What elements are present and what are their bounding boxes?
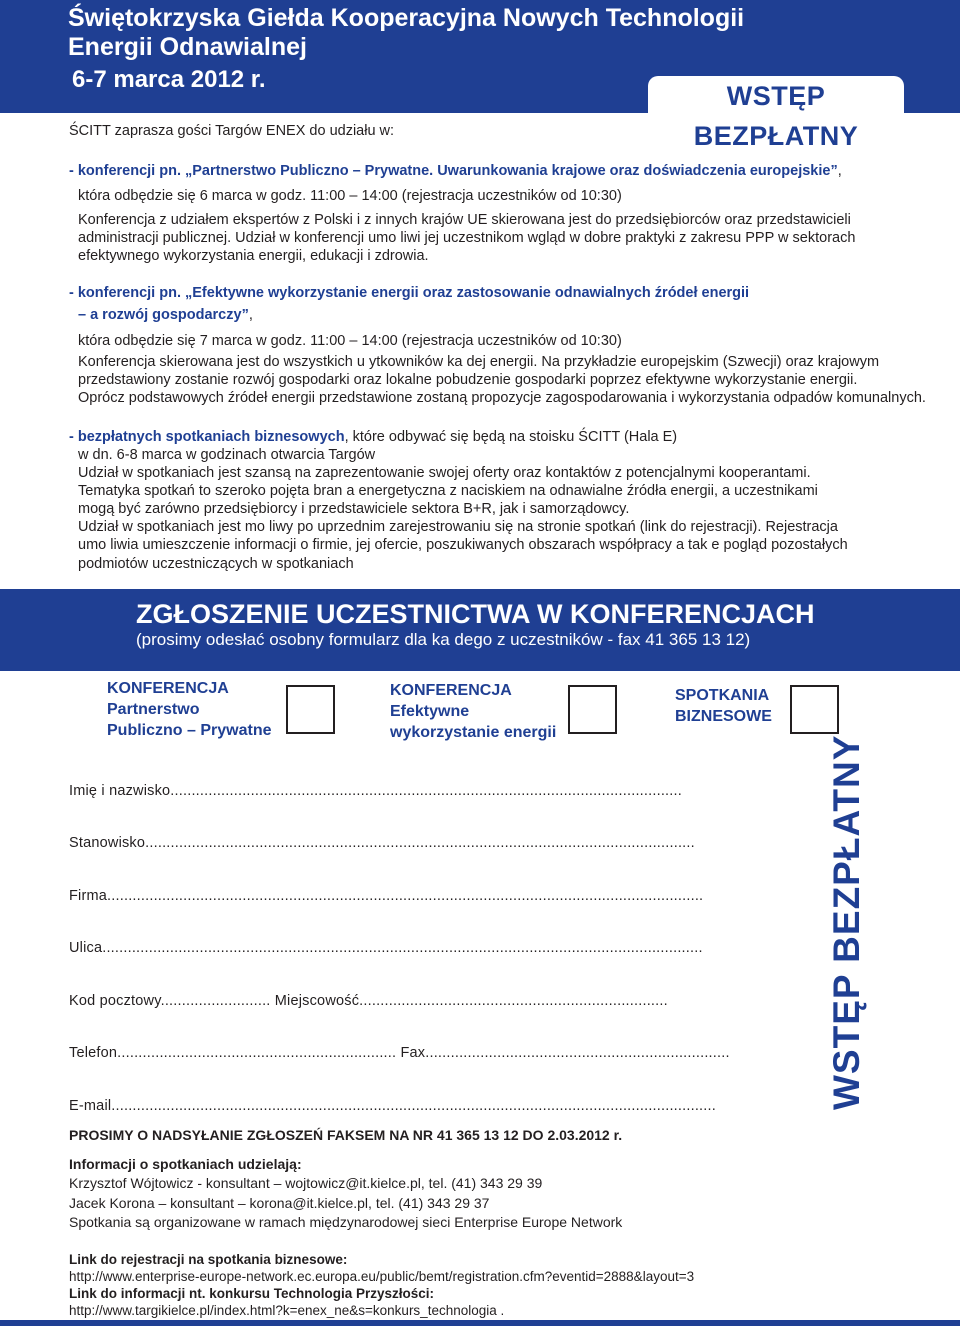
conference-1-label: - konferencji pn. „Partnerstwo Publiczno – Prywatne. Uwarunkowania krajowe oraz doświadczenia europejskie” <box>69 163 838 179</box>
intro-text: ŚCITT zaprasza gości Targów ENEX do udziału w: <box>69 123 395 139</box>
fax-notice: PROSIMY O NADSYŁANIE ZGŁOSZEŃ FAKSEM NA NR 41 365 13 12 DO 2.03.2012 r. <box>69 1127 623 1143</box>
company-field[interactable]: Firma............................................................................................................................................. <box>69 888 704 904</box>
form-title: ZGŁOSZENIE UCZESTNICTWA W KONFERENCJACH <box>136 599 815 629</box>
checkbox-business-meetings[interactable] <box>790 685 839 734</box>
free-entry-vertical: WSTĘP BEZPŁATNY <box>826 734 867 1110</box>
title-line-2: Energii Odnawialnej <box>68 33 307 61</box>
option-line: wykorzystanie energii <box>390 724 557 741</box>
meetings-label-rest: , które odbywać się będą na stoisku ŚCITT (Hala E) <box>344 429 678 445</box>
page-title <box>68 4 744 62</box>
meetings-line: mogą być zarówno przedsiębiorcy i przedstawiciele sektora B+R, jak i samorządowcy. <box>78 501 630 517</box>
meetings-line: w dn. 6-8 marca w godzinach otwarcia Targów <box>78 447 376 463</box>
meetings-line: Tematyka spotkań to szeroko pojęta bran a energetyczna z naciskiem na odnawialne źródła energii, a uczestnikami <box>78 483 818 499</box>
title-line-1: Świętokrzyska Giełda Kooperacyjna Nowych Technologii <box>68 4 745 32</box>
conference-2-title-cont <box>78 306 253 324</box>
meetings-label: - bezpłatnych spotkaniach biznesowych <box>69 429 345 445</box>
postal-city-field[interactable]: Kod pocztowy.......................... Miejscowość......................................................................... <box>69 993 668 1009</box>
contest-link-title: Link do informacji nt. konkursu Technologia Przyszłości: <box>69 1286 435 1301</box>
conference-2-desc-line: Oprócz podstawowych źródeł energii przedstawione zostaną propozycje zagospodarowania i wykorzystania odpadów komunalnych. <box>78 390 926 406</box>
phone-fax-field[interactable]: Telefon.................................................................. Fax........................................................................ <box>69 1045 730 1061</box>
option-line: Partnerstwo <box>107 701 200 718</box>
option-line: Publiczno – Prywatne <box>107 722 272 739</box>
registration-link[interactable]: http://www.enterprise-europe-network.ec.europa.eu/public/bemt/registration.cfm?eventid=2888&layout=3 <box>69 1269 695 1284</box>
conference-1-desc-line: Konferencja z udziałem ekspertów z Polski i z innych krajów UE skierowana jest do przedsiębiorców oraz przedstawicieli <box>78 212 851 228</box>
option-conference-ppp <box>107 678 271 741</box>
option-line: KONFERENCJA <box>390 682 512 699</box>
option-conference-energy <box>390 680 556 743</box>
conference-2-date: która odbędzie się 7 marca w godz. 11:00 – 14:00 (rejestracja uczestników od 10:30) <box>78 333 622 349</box>
info-title: Informacji o spotkaniach udzielają: <box>69 1156 302 1172</box>
network-note: Spotkania są organizowane w ramach międzynarodowej sieci Enterprise Europe Network <box>69 1214 623 1230</box>
option-line: KONFERENCJA <box>107 680 229 697</box>
conference-2-desc-line: Konferencja skierowana jest do wszystkich u ytkowników ka dej energii. Na przykładzie europejskim (Szwecji) oraz krajowym <box>78 354 880 370</box>
meetings-line: Udział w spotkaniach jest mo liwy po uprzednim zarejestrowaniu się na stronie spotkań (link do rejestracji). Rejestracja <box>78 519 838 535</box>
event-dates: 6-7 marca 2012 r. <box>72 66 266 93</box>
conference-2-desc-line: przedstawiony zostanie rozwój gospodarki oraz lokalne pobudzenie gospodarki poprzez efektywne wykorzystanie energii. <box>78 372 858 388</box>
conference-1-date: która odbędzie się 6 marca w godz. 11:00 – 14:00 (rejestracja uczestników od 10:30) <box>78 188 622 204</box>
meetings-line: umo liwia umieszczenie informacji o firmie, jej ofercie, poszukiwanych obszarach współpracy a tak e pogląd pozostałych <box>78 537 848 553</box>
registration-link-title: Link do rejestracji na spotkania biznesowe: <box>69 1252 348 1267</box>
form-subtitle: (prosimy odesłać osobny formularz dla ka dego z uczestników - fax 41 365 13 12) <box>136 630 751 649</box>
conference-1-title <box>69 162 842 180</box>
option-line: SPOTKANIA <box>675 687 770 704</box>
option-line: BIZNESOWE <box>675 708 772 725</box>
conference-1-desc-line: administracji publicznej. Udział w konferencji umo liwi jej uczestnikom wgląd w dobre praktyki z zakresu PPP w sektorach <box>78 230 856 246</box>
bottom-bar <box>0 1320 960 1326</box>
contact-line: Jacek Korona – konsultant – korona@it.kielce.pl, tel. (41) 343 29 37 <box>69 1195 490 1211</box>
meetings-line: Udział w spotkaniach jest szansą na zaprezentowanie swojej oferty oraz kontaktów z potencjalnymi kooperantami. <box>78 465 811 481</box>
conference-1-desc-line: efektywnego wykorzystania energii, edukacji i zdrowia. <box>78 248 429 264</box>
conference-2-label-end: , <box>248 307 253 323</box>
street-field[interactable]: Ulica.............................................................................................................................................. <box>69 940 703 956</box>
meetings-title <box>69 428 677 446</box>
conference-2-title: - konferencji pn. „Efektywne wykorzystanie energii oraz zastosowanie odnawialnych źródeł energii <box>69 285 750 301</box>
email-field[interactable]: E-mail............................................................................................................................................... <box>69 1098 716 1114</box>
conference-2-label-2: – a rozwój gospodarczy” <box>78 307 249 323</box>
name-field[interactable]: Imię i nazwisko......................................................................................................................... <box>69 783 682 799</box>
option-business-meetings <box>675 685 772 727</box>
option-line: Efektywne <box>390 703 470 720</box>
position-field[interactable]: Stanowisko.................................................................................................................................. <box>69 835 695 851</box>
checkbox-conference-energy[interactable] <box>568 685 617 734</box>
free-entry-tab: WSTĘP BEZPŁATNY <box>648 76 904 113</box>
checkbox-conference-ppp[interactable] <box>286 685 335 734</box>
contest-link[interactable]: http://www.targikielce.pl/index.html?k=enex_ne&s=konkurs_technologia . <box>69 1303 505 1318</box>
conference-1-label-end: , <box>837 163 842 179</box>
contact-line: Krzysztof Wójtowicz - konsultant – wojtowicz@it.kielce.pl, tel. (41) 343 29 39 <box>69 1175 543 1191</box>
meetings-line: podmiotów uczestniczących w spotkaniach <box>78 556 354 572</box>
